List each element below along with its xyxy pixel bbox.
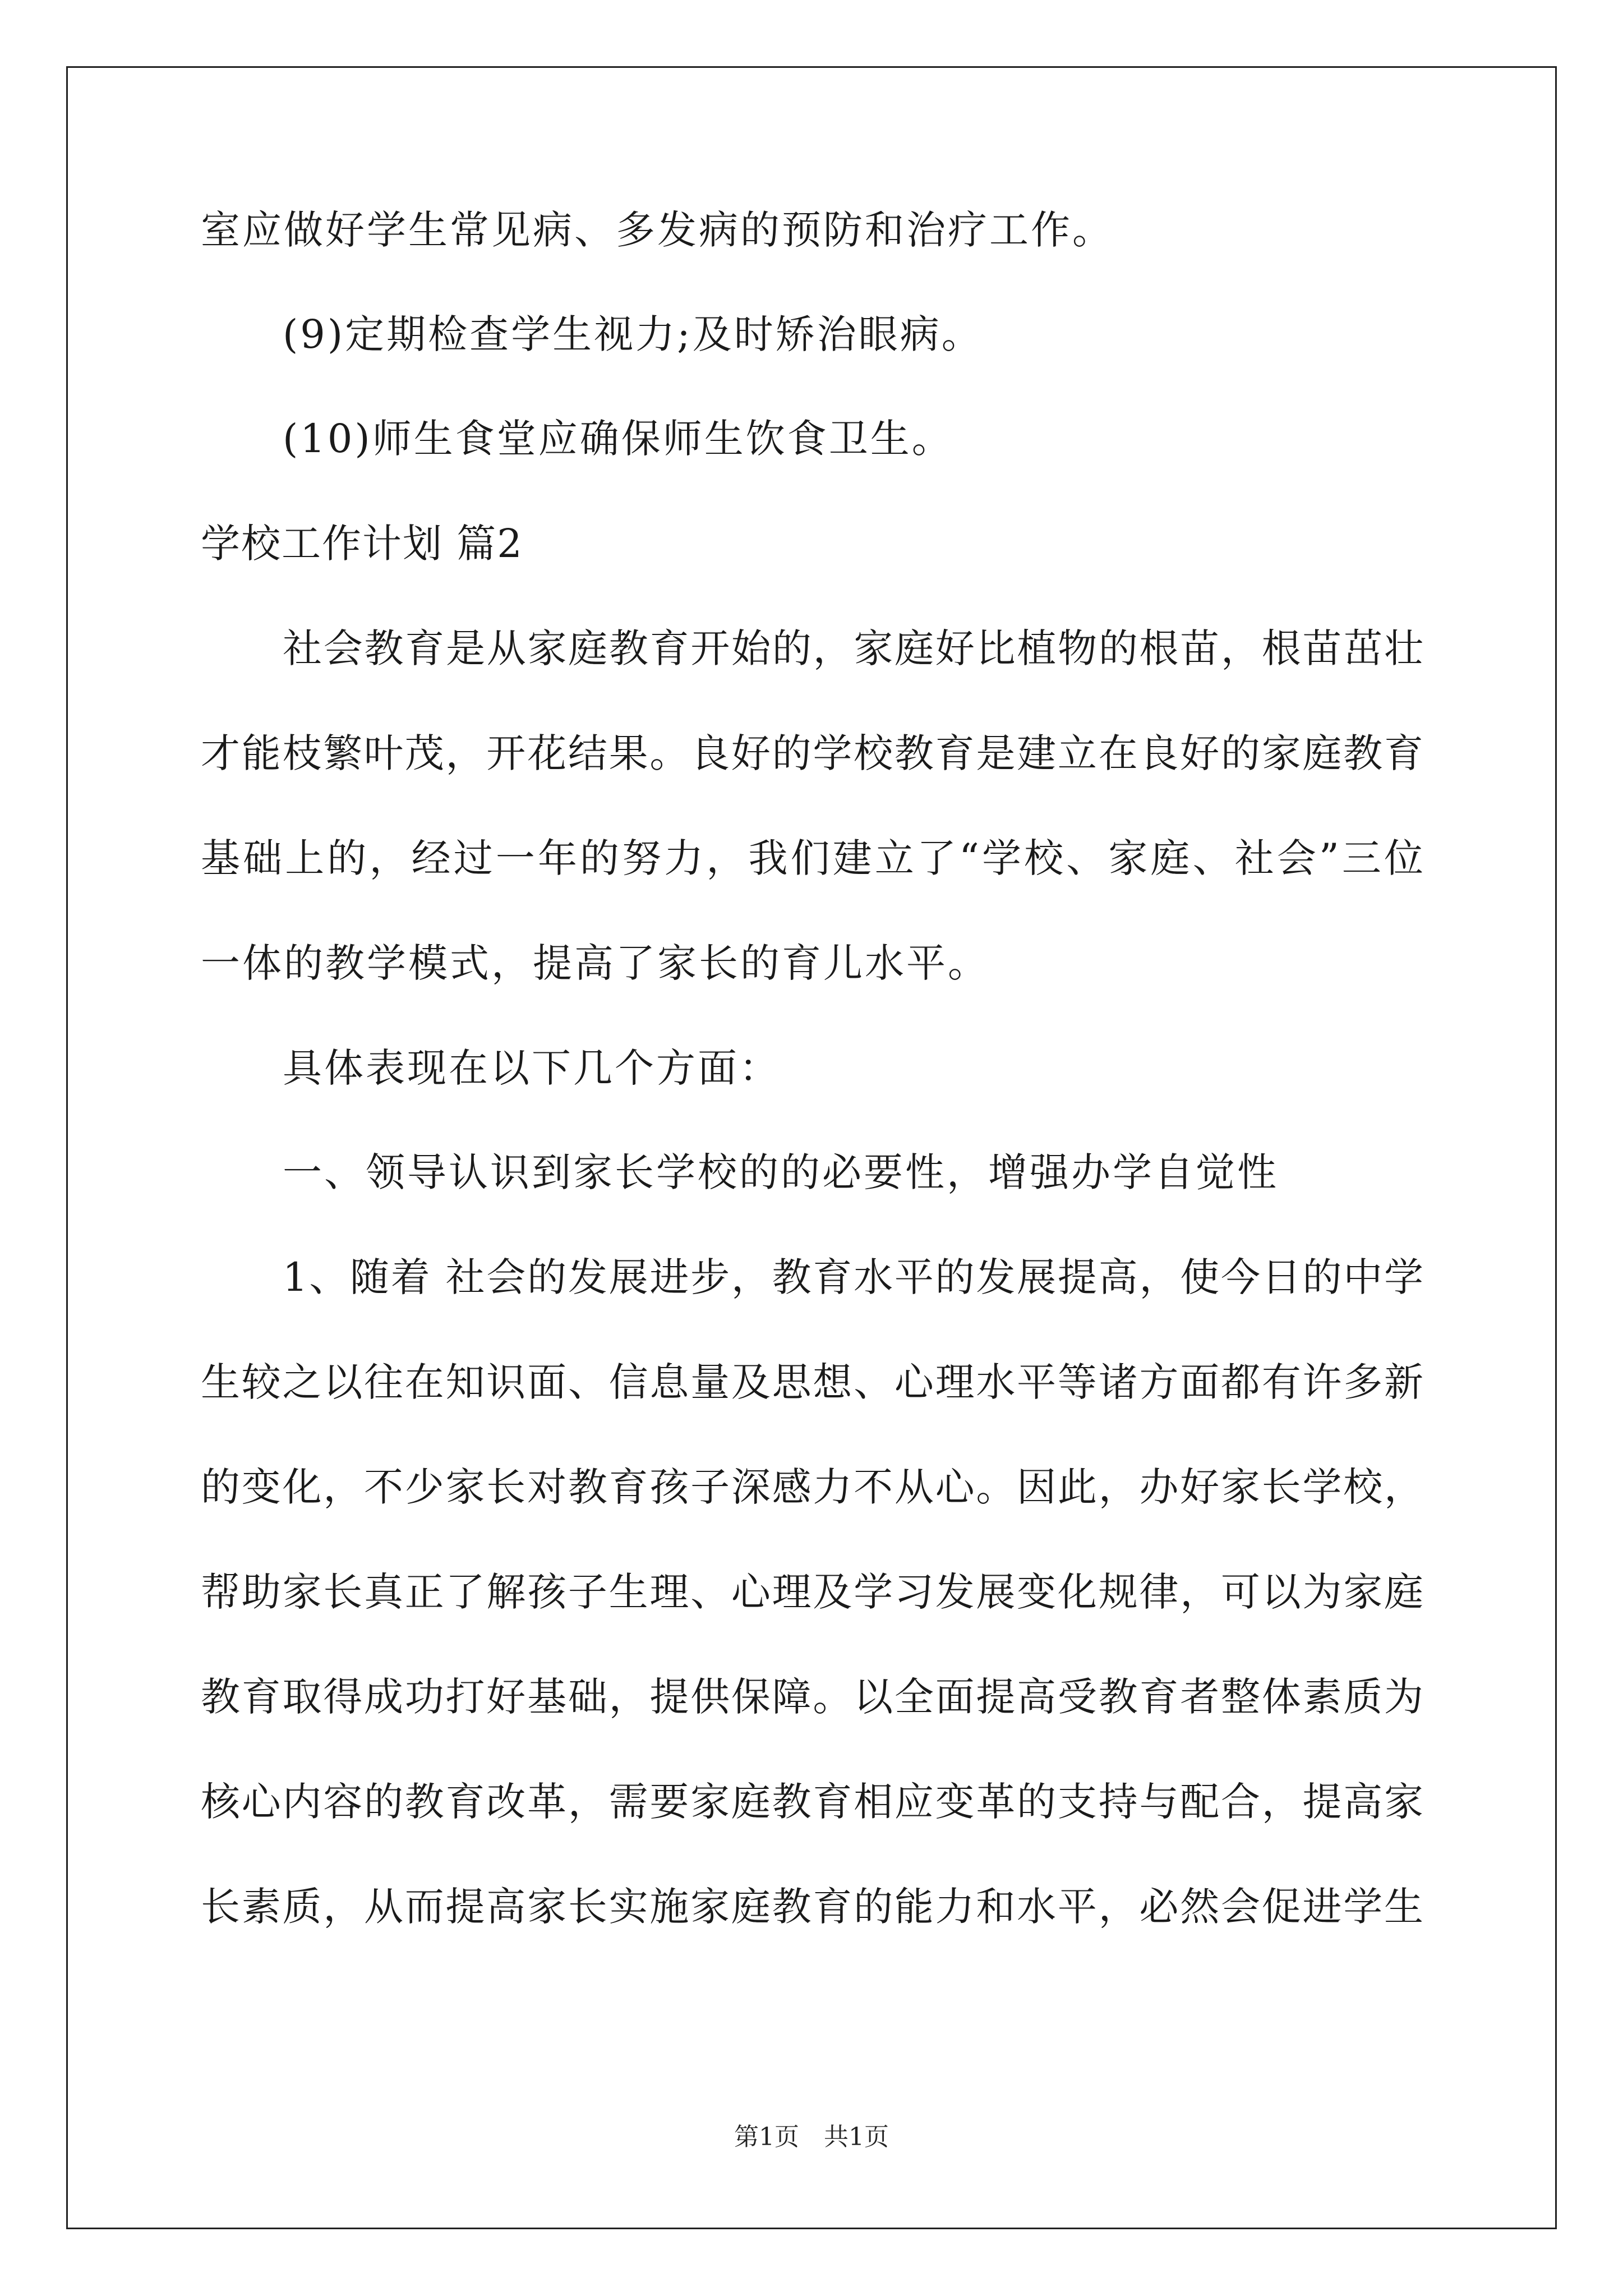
text-line: 社会教育是从家庭教育开始的，家庭好比植物的根苗，根苗茁壮 bbox=[283, 625, 1423, 671]
text-line: (10)师生食堂应确保师生饮食卫生。 bbox=[283, 416, 953, 462]
text-line: 基础上的，经过一年的努力，我们建立了“学校、家庭、社会”三位 bbox=[201, 835, 1423, 881]
text-line: 一体的教学模式，提高了家长的育儿水平。 bbox=[201, 940, 989, 986]
page-number: 第1页 共1页 bbox=[734, 2123, 889, 2151]
text-line: 具体表现在以下几个方面： bbox=[283, 1045, 781, 1091]
text-line: 的变化，不少家长对教育孩子深感力不从心。因此，办好家长学校， bbox=[201, 1464, 1423, 1510]
text-line: 长素质，从而提高家长实施家庭教育的能力和水平，必然会促进学生 bbox=[201, 1884, 1423, 1930]
text-line: 生较之以往在知识面、信息量及思想、心理水平等诸方面都有许多新 bbox=[201, 1359, 1423, 1405]
text-line: (9)定期检查学生视力;及时矫治眼病。 bbox=[283, 311, 983, 357]
text-line: 教育取得成功打好基础，提供保障。以全面提高受教育者整体素质为 bbox=[201, 1674, 1423, 1720]
text-line: 才能枝繁叶茂，开花结果。良好的学校教育是建立在良好的家庭教育 bbox=[201, 730, 1423, 776]
text-line: 1、随着 社会的发展进步，教育水平的发展提高，使今日的中学 bbox=[283, 1254, 1423, 1300]
text-line: 一、领导认识到家长学校的的必要性，增强办学自觉性 bbox=[283, 1149, 1279, 1195]
text-line: 室应做好学生常见病、多发病的预防和治疗工作。 bbox=[201, 207, 1114, 253]
text-line: 帮助家长真正了解孩子生理、心理及学习发展变化规律，可以为家庭 bbox=[201, 1569, 1423, 1615]
section-heading: 学校工作计划 篇2 bbox=[201, 521, 523, 567]
text-line: 核心内容的教育改革，需要家庭教育相应变革的支持与配合，提高家 bbox=[201, 1779, 1423, 1825]
